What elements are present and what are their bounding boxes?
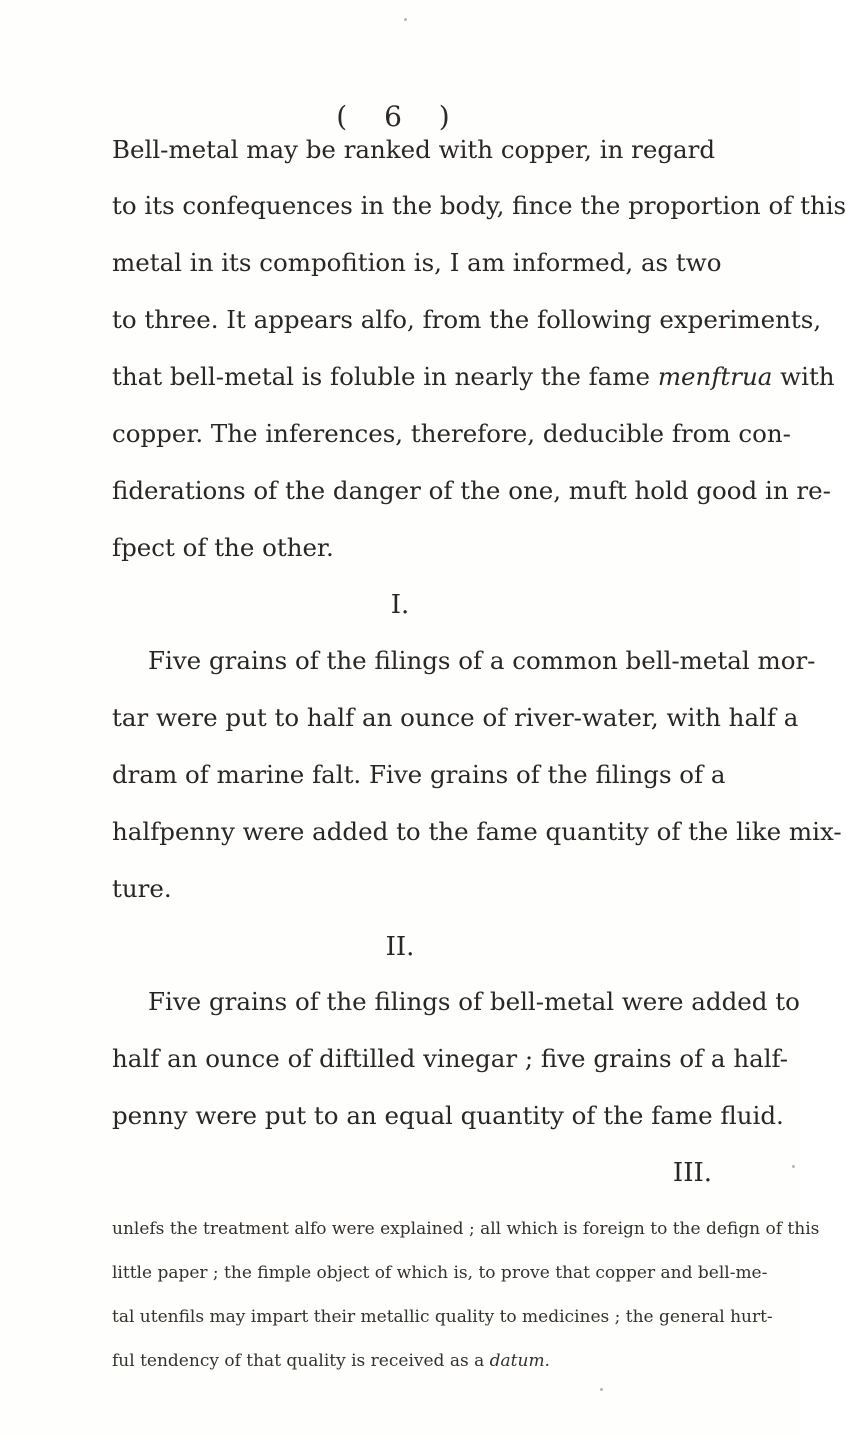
text-line: Five grains of the filings of bell-metal were added to bbox=[148, 987, 800, 1016]
paper-speck bbox=[600, 1388, 603, 1391]
paper-speck bbox=[404, 18, 407, 21]
footnote-line bbox=[112, 1353, 712, 1370]
text-segment: that bell-metal is foluble in nearly the fame bbox=[112, 362, 658, 391]
text-line: fiderations of the danger of the one, muft hold good in re- bbox=[112, 476, 831, 505]
text-line: fpect of the other. bbox=[112, 533, 334, 562]
paper-speck bbox=[792, 1165, 795, 1168]
text-line: dram of marine falt. Five grains of the filings of a bbox=[112, 760, 726, 789]
text-segment: ful tendency of that quality is received as a bbox=[112, 1351, 490, 1371]
text-line: half an ounce of diftilled vinegar ; five grains of a half- bbox=[112, 1044, 789, 1073]
page-number-header: ( 6 ) bbox=[336, 100, 464, 133]
text-line: Five grains of the filings of a common bell-metal mor- bbox=[148, 646, 816, 675]
text-line: metal in its compofition is, I am informed, as two bbox=[112, 248, 722, 277]
text-line: to its confequences in the body, fince the proportion of this bbox=[112, 191, 846, 220]
text-line bbox=[112, 362, 835, 391]
text-line: tar were put to half an ounce of river-water, with half a bbox=[112, 703, 799, 732]
italic-term: menftrua bbox=[657, 362, 773, 391]
text-line: penny were put to an equal quantity of the fame fluid. bbox=[112, 1101, 784, 1130]
italic-term: datum. bbox=[489, 1351, 550, 1371]
text-line: halfpenny were added to the fame quantity of the like mix- bbox=[112, 817, 842, 846]
text-line: ture. bbox=[112, 874, 172, 903]
section-heading-3: III. bbox=[672, 1158, 712, 1188]
text-line: Bell-metal may be ranked with copper, in regard bbox=[112, 135, 716, 164]
text-line: copper. The inferences, therefore, deducible from con- bbox=[112, 419, 791, 448]
footnote-line: unlefs the treatment alfo were explained ; all which is foreign to the defign of this bbox=[112, 1219, 820, 1239]
text-line: to three. It appears alfo, from the following experiments, bbox=[112, 305, 822, 334]
text-segment: with bbox=[772, 362, 835, 391]
footnote-line: tal utenfils may impart their metallic quality to medicines ; the general hurt- bbox=[112, 1307, 773, 1327]
section-heading-2: II. bbox=[385, 932, 415, 962]
footnote-line: little paper ; the fimple object of which is, to prove that copper and bell-me- bbox=[112, 1263, 768, 1283]
section-heading-1: I. bbox=[390, 590, 410, 620]
